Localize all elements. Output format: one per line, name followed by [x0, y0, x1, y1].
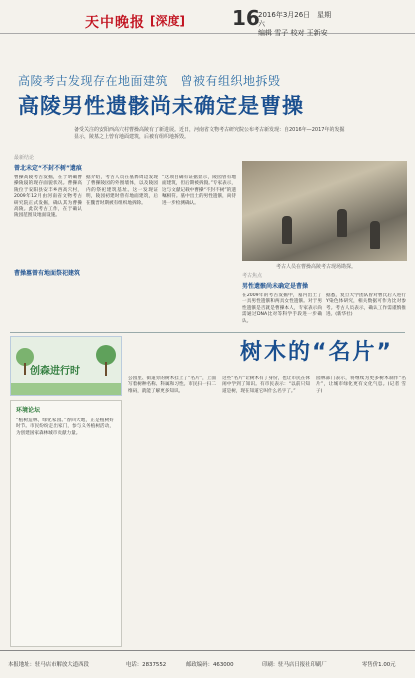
article-column-3: “这项目确有证据显示，陵园曾有地面建筑，但后期被拆毁。”专家表示，这与文献记载中曹操“不封不树”的遗嘱相符。墓中出土的男性遗骸，尚待进一步检测确认。	[162, 175, 236, 206]
side-column-text: “植树造林，绿化家园。”春回大地，正是植树好时节。市民纷纷走出家门，参与义务植树活动，为创建国家森林城市贡献力量。	[16, 418, 114, 436]
article-column-5: 据悉，复旦大学团队曾对曹氏后人进行Y染色体研究，相关数据可作为比对参考。考古人员表示，确认工作需谨慎推进。(新华社)	[326, 293, 406, 318]
feature-column-b: 这些“名片”让树木有了身份，也让市民在休闲中学到了知识。有市民表示：“以前只知道是树，现在知道它叫什么名字了。”	[222, 376, 310, 394]
feature-banner-title: 创森进行时	[30, 366, 80, 377]
photo-figure	[282, 216, 292, 244]
sub3-tag: 考古焦点	[242, 273, 263, 279]
section-label: [深度]	[150, 14, 185, 28]
masthead	[0, 0, 415, 58]
photo-caption: 考古人员在曹操高陵考古现场勘探。	[276, 264, 357, 270]
story-lead: 备受关注的安阳西高穴村曹操高陵有了新进展。近日，河南省文物考古研究院公布考古新发现：自2016年—2017年的发掘显示，陵墓之上曾有地面建筑，后被有组织地拆毁。	[74, 127, 345, 140]
story-headline: 高陵男性遗骸尚未确定是曹操	[18, 94, 304, 118]
story-kicker: 高陵考古发现存在地面建筑 曾被有组织地拆毁	[18, 74, 281, 88]
photo-figure	[370, 221, 380, 249]
article-column-1: 曹操高陵考古发掘，在于明确曹操陵寝的现存面貌状况。曹操高陵位于安阳县安丰乡西高穴村，2009年12月由河南省文物考古研究院正式发掘，确认其为曹操高陵。此次考古工作，在于确认陵园范围及地面设施。	[14, 175, 82, 219]
masthead-rule	[0, 33, 415, 34]
sub3-title: 男性遗骸尚未确定是曹操	[242, 283, 309, 290]
feature-title: 树木的“名片”	[240, 340, 393, 365]
date-block	[258, 11, 338, 38]
article-column-4: 在2009年的考古发掘中，墓内出土了一具男性遗骸和两具女性遗骸。对于男性遗骸是否就是曹操本人，专家表示尚需通过DNA比对等科学手段进一步确认。	[242, 293, 322, 324]
page-footer	[0, 650, 415, 678]
photo-figure	[337, 209, 347, 237]
footer-address: 本报地址：驻马店市解放大道西段	[8, 662, 89, 668]
page-number: 16	[232, 6, 260, 30]
footer-printer: 印刷：驻马店日报社印刷厂	[262, 662, 327, 668]
sub2-title: 曹操墓曾有地面祭祀建筑	[14, 268, 164, 277]
footer-price: 零售价1.00元	[362, 662, 396, 668]
footer-phone: 电话：2837552	[126, 662, 167, 668]
excavation-photo	[242, 161, 407, 261]
article-column-2: 据介绍，考古人员在墓葬周边发现了曹操陵园的外围墙体，以及陵园内的祭祀建筑基址。这一发现证明，陵园初建时曾有地面建筑，后在魏晋时期被有组织地拆除。	[86, 175, 158, 206]
feature-column-c: 园林部门表示，将继续为更多树木制作“名片”，让城市绿化更有文化气息。(记者 雪子)	[316, 376, 406, 394]
sub1-tag: 最新结论	[14, 155, 35, 161]
newspaper-logo: 天中晚报	[85, 15, 145, 31]
section-divider	[10, 332, 405, 333]
side-column-tag: 环境论坛	[16, 407, 41, 414]
date-line: 2016年3月26日 星期六	[258, 11, 332, 28]
sub1-title: 曾北未定“不封不树”遗痕	[14, 165, 82, 172]
editor-line: 编辑 雪子 校对 王新安	[258, 29, 328, 37]
feature-column-a: 公园里、街道旁的树木挂上了“名片”，上面写着树种名称、科属和习性。市民扫一扫二维码，就能了解更多知识。	[128, 376, 216, 394]
footer-postcode: 邮政编码：463000	[186, 662, 234, 668]
